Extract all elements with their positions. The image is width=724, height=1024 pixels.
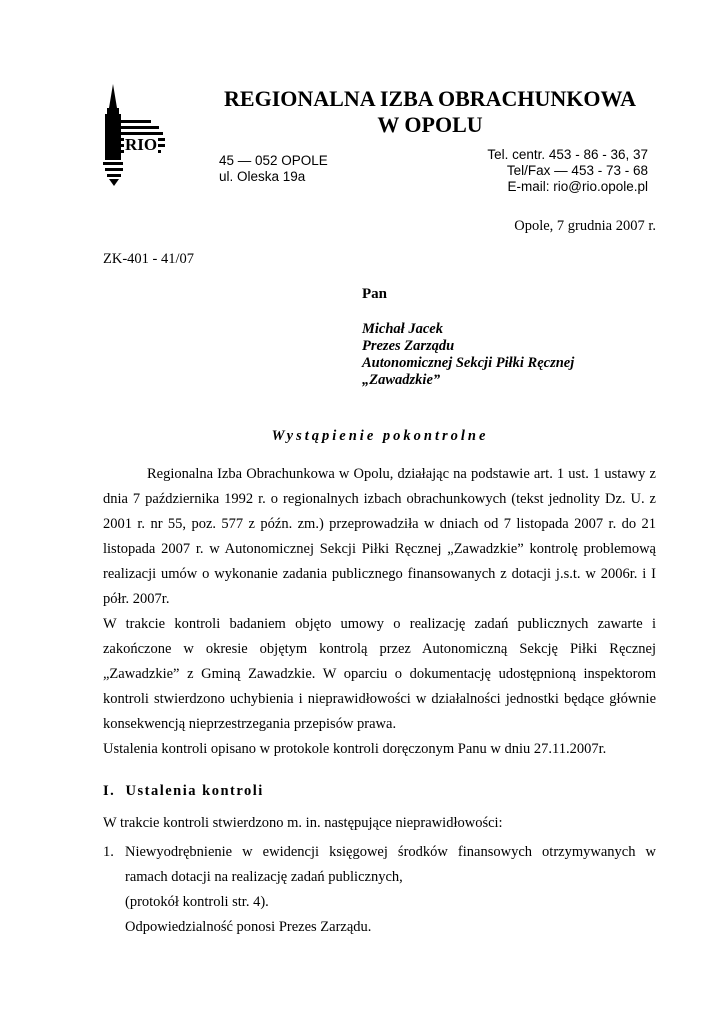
- recipient-salutation: Pan: [362, 286, 388, 302]
- institution-title-line2: W OPOLU: [377, 112, 483, 137]
- recipient-club: „Zawadzkie”: [362, 372, 441, 388]
- email-address: E-mail: rio@rio.opole.pl: [507, 179, 648, 194]
- letter-body: [103, 462, 656, 762]
- reference-number: ZK-401 - 41/07: [103, 251, 195, 267]
- paragraph-1: Regionalna Izba Obrachunkowa w Opolu, działając na podstawie art. 1 ust. 1 ustawy z dnia 7 października 1992 r. o regionalnych izbach obrachunkowych (tekst jednolity Dz. U. z 2001 r. nr 55, poz. 577 z późn. zm.) przeprowadziła w dniach od 7 listopada 2007 r. do 21 listopada 2007 r. w Autonomicznej Sekcji Piłki Ręcznej „Zawadzkie” kontrolę problemową realizacji umów o wykonanie zadania publicznego finansowanych z dotacji j.s.t. w 2006r. i I półr. 2007r.: [103, 466, 656, 607]
- list-item-responsibility: Odpowiedzialność ponosi Prezes Zarządu.: [125, 919, 372, 935]
- institution-title-line1: REGIONALNA IZBA OBRACHUNKOWA: [224, 86, 636, 111]
- section-intro: W trakcie kontroli stwierdzono m. in. następujące nieprawidłowości:: [103, 815, 503, 831]
- document-subject: Wystąpienie pokontrolne: [271, 428, 489, 444]
- phone-number: Tel. centr. 453 - 86 - 36, 37: [487, 147, 648, 162]
- date-line: Opole, 7 grudnia 2007 r.: [514, 218, 656, 234]
- postal-code: 45 — 052 OPOLE: [219, 153, 328, 168]
- paragraph-3: Ustalenia kontroli opisano w protokole kontroli doręczonym Panu w dniu 27.11.2007r.: [103, 741, 607, 757]
- street-address: ul. Oleska 19a: [219, 169, 306, 184]
- recipient-position: Prezes Zarządu: [362, 338, 455, 354]
- section-heading: I. Ustalenia kontroli: [103, 783, 264, 799]
- list-item-reference: (protokół kontroli str. 4).: [125, 894, 269, 910]
- list-item-text: Niewyodrębnienie w ewidencji księgowej środków finansowych otrzymywanych w ramach dotacji na realizację zadań publicznych,: [125, 844, 656, 885]
- logo-text: RIO: [125, 135, 158, 154]
- recipient-name: Michał Jacek: [362, 321, 443, 337]
- paragraph-2: W trakcie kontroli badaniem objęto umowy o realizację zadań publicznych zawarte i zakończone w okresie objętym kontrolą przez Autonomiczną Sekcję Piłki Ręcznej „Zawadzkie” z Gminą Zawadzkie. W oparciu o dokumentację udostępnioną inspektorom kontroli stwierdzono uchybienia i nieprawidłowości w działalności jednostki będące głównie konsekwencją nieprzestrzegania przepisów prawa.: [103, 616, 656, 732]
- list-item-number: 1.: [103, 844, 114, 860]
- fax-number: Tel/Fax — 453 - 73 - 68: [506, 163, 648, 178]
- list-item: [125, 840, 656, 940]
- recipient-organization: Autonomicznej Sekcji Piłki Ręcznej: [362, 355, 575, 371]
